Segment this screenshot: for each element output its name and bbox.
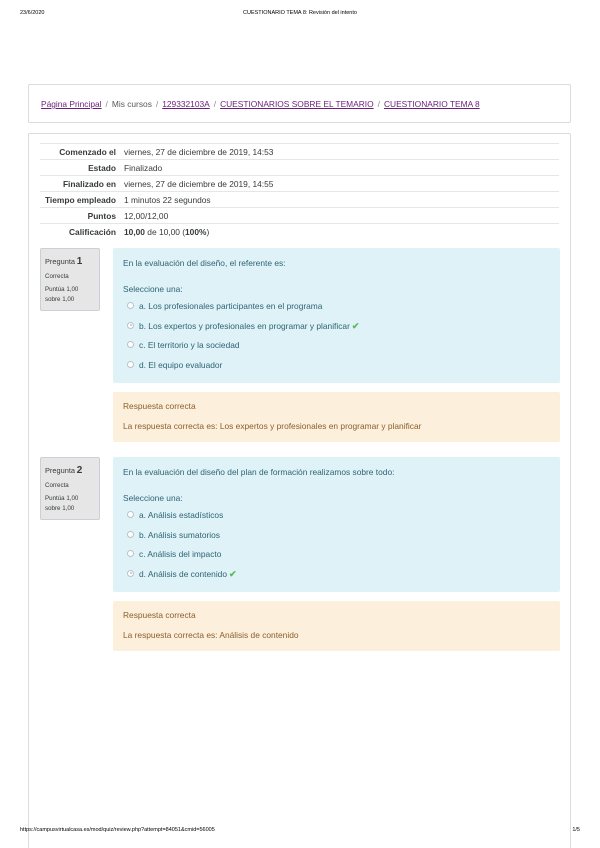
question-state: Correcta xyxy=(45,481,69,489)
summary-label: Tiempo empleado xyxy=(40,192,122,208)
question-formulation-2 xyxy=(113,457,560,592)
print-footer xyxy=(20,827,580,837)
summary-value: Finalizado xyxy=(122,160,559,176)
summary-grade-value xyxy=(122,224,559,240)
answer-option-label: d. El equipo evaluador xyxy=(139,359,223,370)
question-number: 2 xyxy=(76,465,83,476)
answer-option[interactable] xyxy=(123,359,550,379)
breadcrumb xyxy=(41,99,480,109)
breadcrumb-separator: / xyxy=(105,99,108,109)
breadcrumb-separator: / xyxy=(155,99,159,109)
question-feedback-2 xyxy=(113,601,560,651)
radio-button[interactable] xyxy=(127,361,134,368)
print-page-number: 1/5 xyxy=(572,827,580,833)
summary-value: 12,00/12,00 xyxy=(122,208,559,224)
answer-option[interactable] xyxy=(123,339,550,359)
print-url: https://campusvirtualcasa.es/mod/quiz/review.php?attempt=84051&cmid=56005 xyxy=(20,827,215,833)
grade-of-text: de 10,00 ( xyxy=(144,226,186,237)
summary-row xyxy=(40,144,559,160)
question-prompt: Seleccione una: xyxy=(123,284,183,294)
radio-button-checked[interactable] xyxy=(127,322,134,329)
breadcrumb-separator: / xyxy=(213,99,217,109)
question-grade-line2: sobre 1,00 xyxy=(45,295,75,303)
answer-option-label: c. El territorio y la sociedad xyxy=(139,340,240,350)
breadcrumb-home-link[interactable]: Página Principal xyxy=(41,99,102,109)
breadcrumb-separator: / xyxy=(377,99,380,109)
attempt-summary-table xyxy=(40,143,559,240)
summary-value: 1 minutos 22 segundos xyxy=(122,192,559,208)
summary-row xyxy=(40,208,559,224)
question-text: En la evaluación del diseño, el referente es: xyxy=(123,258,286,268)
answer-option-label: b. Los expertos y profesionales en programar y planificar xyxy=(139,320,350,331)
question-info-2 xyxy=(40,457,100,520)
summary-row-grade xyxy=(40,224,559,240)
answer-option[interactable] xyxy=(123,548,550,568)
summary-value: viernes, 27 de diciembre de 2019, 14:53 xyxy=(122,144,559,160)
checkmark-icon: ✔ xyxy=(229,568,237,579)
question-state: Correcta xyxy=(45,272,69,280)
answer-option[interactable] xyxy=(123,509,550,529)
breadcrumb-course-link[interactable]: 129332103A xyxy=(162,99,210,109)
summary-label: Puntos xyxy=(40,208,122,224)
checkmark-icon: ✔ xyxy=(351,320,360,331)
question-text: En la evaluación del diseño del plan de formación realizamos sobre todo: xyxy=(123,467,395,477)
print-title: CUESTIONARIO TEMA 8: Revisión del intento xyxy=(243,10,357,16)
question-formulation-1 xyxy=(113,248,560,383)
radio-button[interactable] xyxy=(127,341,134,348)
grade-close: ) xyxy=(206,226,210,237)
summary-label: Comenzado el xyxy=(40,144,122,160)
question-grade-line1: Puntúa 1,00 xyxy=(45,495,79,503)
summary-label: Finalizado en xyxy=(40,176,122,192)
answer-option-label: d. Análisis de contenido xyxy=(139,568,227,579)
breadcrumb-section-link[interactable]: CUESTIONARIOS SOBRE EL TEMARIO xyxy=(220,99,374,109)
question-label: Pregunta xyxy=(45,257,75,266)
answer-option-selected[interactable] xyxy=(123,320,550,340)
answer-option[interactable] xyxy=(123,529,550,549)
answer-option-label: a. Los profesionales participantes en el programa xyxy=(139,301,323,311)
summary-row xyxy=(40,176,559,192)
breadcrumb-container xyxy=(28,84,571,123)
feedback-title: Respuesta correcta xyxy=(123,401,196,411)
question-label: Pregunta xyxy=(45,466,75,475)
feedback-text: La respuesta correcta es: Los expertos y profesionales en programar y planificar xyxy=(123,421,422,431)
print-date: 23/6/2020 xyxy=(20,10,45,16)
feedback-title: Respuesta correcta xyxy=(123,610,196,620)
breadcrumb-quiz-link[interactable]: CUESTIONARIO TEMA 8 xyxy=(383,99,480,109)
question-feedback-1 xyxy=(113,392,560,442)
summary-label: Calificación xyxy=(40,224,122,240)
summary-row xyxy=(40,192,559,208)
radio-button[interactable] xyxy=(127,531,134,538)
feedback-text: La respuesta correcta es: Análisis de contenido xyxy=(123,630,299,640)
radio-button[interactable] xyxy=(127,550,134,557)
summary-row xyxy=(40,160,559,176)
radio-button[interactable] xyxy=(127,302,134,309)
radio-button[interactable] xyxy=(127,511,134,518)
question-info-1 xyxy=(40,248,100,311)
breadcrumb-my-courses: Mis cursos xyxy=(111,99,152,109)
answer-option-label: a. Análisis estadísticos xyxy=(139,510,224,520)
grade-score: 10,00 xyxy=(124,226,145,237)
answer-option-label: c. Análisis del impacto xyxy=(139,549,222,559)
answer-option-label: b. Análisis sumatorios xyxy=(139,529,220,540)
radio-button-checked[interactable] xyxy=(127,570,134,577)
grade-percent: 100% xyxy=(185,226,207,237)
question-grade-line1: Puntúa 1,00 xyxy=(45,286,79,294)
summary-value: viernes, 27 de diciembre de 2019, 14:55 xyxy=(122,176,559,192)
print-header xyxy=(20,10,580,20)
question-grade-line2: sobre 1,00 xyxy=(45,504,75,512)
answer-option[interactable] xyxy=(123,300,550,320)
question-number: 1 xyxy=(76,256,83,267)
answer-option-selected[interactable] xyxy=(123,568,550,588)
summary-label: Estado xyxy=(40,160,122,176)
question-prompt: Seleccione una: xyxy=(123,493,183,503)
